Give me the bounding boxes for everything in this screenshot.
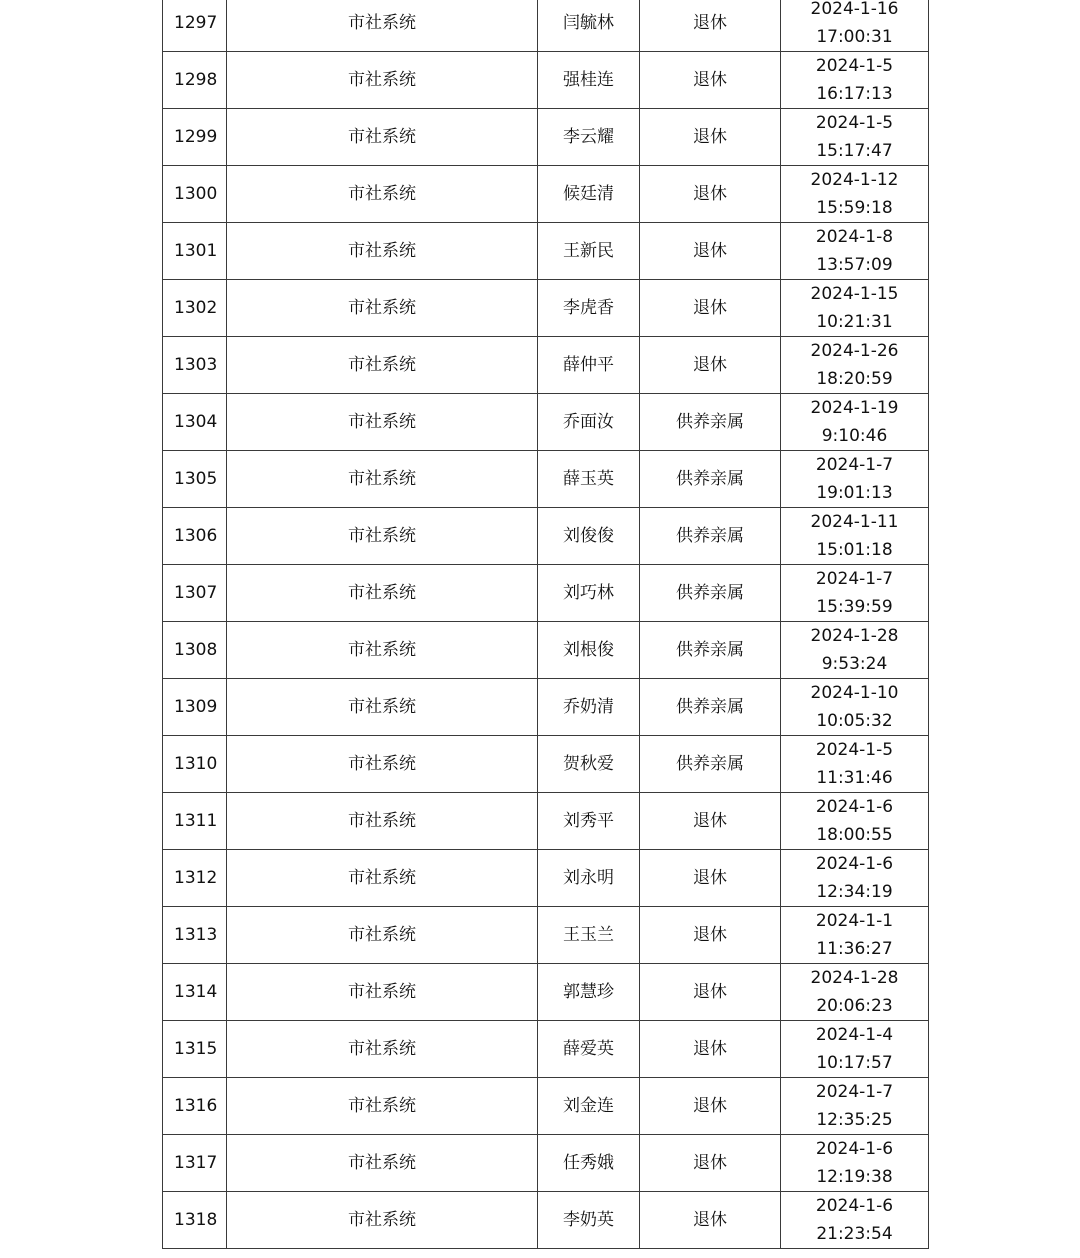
type-cell: 退休 — [640, 793, 781, 850]
records-table-body — [163, 0, 929, 1249]
table-row — [163, 565, 929, 622]
type-cell: 退休 — [640, 223, 781, 280]
type-cell: 退休 — [640, 337, 781, 394]
unit-cell: 市社系统 — [227, 166, 538, 223]
time-text: 10:05:32 — [816, 711, 893, 731]
seq-cell: 1309 — [163, 679, 227, 736]
date-text: 2024-1-1 — [815, 911, 894, 931]
time-text: 11:31:46 — [816, 768, 893, 788]
table-row — [163, 0, 929, 52]
table-row — [163, 223, 929, 280]
date-text: 2024-1-28 — [810, 626, 899, 646]
unit-cell: 市社系统 — [227, 337, 538, 394]
date-text: 2024-1-11 — [810, 512, 899, 532]
name-cell: 强桂连 — [538, 52, 640, 109]
time-text: 21:23:54 — [816, 1224, 893, 1244]
seq-cell: 1310 — [163, 736, 227, 793]
unit-cell: 市社系统 — [227, 622, 538, 679]
seq-cell: 1305 — [163, 451, 227, 508]
date-text: 2024-1-5 — [815, 56, 894, 76]
time-text: 9:53:24 — [821, 654, 888, 674]
name-cell: 刘根俊 — [538, 622, 640, 679]
table-row — [163, 622, 929, 679]
datetime-cell — [781, 793, 929, 850]
table-row — [163, 337, 929, 394]
type-cell: 退休 — [640, 1021, 781, 1078]
unit-cell: 市社系统 — [227, 679, 538, 736]
seq-cell: 1318 — [163, 1192, 227, 1249]
name-cell: 郭慧珍 — [538, 964, 640, 1021]
datetime-cell — [781, 280, 929, 337]
date-text: 2024-1-10 — [810, 683, 899, 703]
unit-cell: 市社系统 — [227, 109, 538, 166]
time-text: 11:36:27 — [816, 939, 893, 959]
type-cell: 供养亲属 — [640, 736, 781, 793]
date-text: 2024-1-6 — [815, 1139, 894, 1159]
type-cell: 退休 — [640, 964, 781, 1021]
name-cell: 贺秋爱 — [538, 736, 640, 793]
date-text: 2024-1-28 — [810, 968, 899, 988]
type-cell: 退休 — [640, 109, 781, 166]
unit-cell: 市社系统 — [227, 850, 538, 907]
unit-cell: 市社系统 — [227, 52, 538, 109]
time-text: 12:35:25 — [816, 1110, 893, 1130]
name-cell: 李虎香 — [538, 280, 640, 337]
name-cell: 李云耀 — [538, 109, 640, 166]
seq-cell: 1306 — [163, 508, 227, 565]
records-table — [162, 0, 929, 1249]
time-text: 20:06:23 — [816, 996, 893, 1016]
seq-cell: 1299 — [163, 109, 227, 166]
datetime-cell — [781, 337, 929, 394]
name-cell: 刘俊俊 — [538, 508, 640, 565]
type-cell: 供养亲属 — [640, 451, 781, 508]
name-cell: 任秀娥 — [538, 1135, 640, 1192]
time-text: 18:00:55 — [816, 825, 893, 845]
table-row — [163, 394, 929, 451]
table-row — [163, 1135, 929, 1192]
type-cell: 供养亲属 — [640, 508, 781, 565]
unit-cell: 市社系统 — [227, 280, 538, 337]
date-text: 2024-1-6 — [815, 1196, 894, 1216]
unit-cell: 市社系统 — [227, 1192, 538, 1249]
datetime-cell — [781, 394, 929, 451]
time-text: 10:21:31 — [816, 312, 893, 332]
table-row — [163, 907, 929, 964]
seq-cell: 1301 — [163, 223, 227, 280]
type-cell: 供养亲属 — [640, 622, 781, 679]
datetime-cell — [781, 166, 929, 223]
table-row — [163, 679, 929, 736]
datetime-cell — [781, 109, 929, 166]
name-cell: 乔奶清 — [538, 679, 640, 736]
datetime-cell — [781, 451, 929, 508]
seq-cell: 1308 — [163, 622, 227, 679]
name-cell: 刘巧林 — [538, 565, 640, 622]
time-text: 12:34:19 — [816, 882, 893, 902]
table-row — [163, 1078, 929, 1135]
seq-cell: 1317 — [163, 1135, 227, 1192]
time-text: 15:17:47 — [816, 141, 893, 161]
table-row — [163, 1021, 929, 1078]
type-cell: 供养亲属 — [640, 565, 781, 622]
table-row — [163, 793, 929, 850]
unit-cell: 市社系统 — [227, 451, 538, 508]
name-cell: 闫毓林 — [538, 0, 640, 52]
date-text: 2024-1-5 — [815, 740, 894, 760]
time-text: 13:57:09 — [816, 255, 893, 275]
date-text: 2024-1-7 — [815, 1082, 894, 1102]
unit-cell: 市社系统 — [227, 736, 538, 793]
seq-cell: 1313 — [163, 907, 227, 964]
date-text: 2024-1-7 — [815, 569, 894, 589]
time-text: 15:39:59 — [816, 597, 893, 617]
type-cell: 退休 — [640, 850, 781, 907]
datetime-cell — [781, 679, 929, 736]
datetime-cell — [781, 1192, 929, 1249]
type-cell: 退休 — [640, 52, 781, 109]
type-cell: 退休 — [640, 0, 781, 52]
time-text: 9:10:46 — [821, 426, 888, 446]
datetime-cell — [781, 1021, 929, 1078]
type-cell: 供养亲属 — [640, 394, 781, 451]
date-text: 2024-1-8 — [815, 227, 894, 247]
name-cell: 刘金连 — [538, 1078, 640, 1135]
datetime-cell — [781, 964, 929, 1021]
unit-cell: 市社系统 — [227, 508, 538, 565]
date-text: 2024-1-7 — [815, 455, 894, 475]
time-text: 15:59:18 — [816, 198, 893, 218]
name-cell: 乔面汝 — [538, 394, 640, 451]
type-cell: 退休 — [640, 907, 781, 964]
unit-cell: 市社系统 — [227, 1078, 538, 1135]
type-cell: 退休 — [640, 1135, 781, 1192]
date-text: 2024-1-16 — [810, 0, 899, 19]
name-cell: 王玉兰 — [538, 907, 640, 964]
seq-cell: 1315 — [163, 1021, 227, 1078]
datetime-cell — [781, 52, 929, 109]
datetime-cell — [781, 622, 929, 679]
table-row — [163, 1192, 929, 1249]
seq-cell: 1303 — [163, 337, 227, 394]
seq-cell: 1316 — [163, 1078, 227, 1135]
unit-cell: 市社系统 — [227, 907, 538, 964]
name-cell: 薛爱英 — [538, 1021, 640, 1078]
table-row — [163, 166, 929, 223]
name-cell: 候廷清 — [538, 166, 640, 223]
table-row — [163, 52, 929, 109]
seq-cell: 1298 — [163, 52, 227, 109]
type-cell: 退休 — [640, 166, 781, 223]
unit-cell: 市社系统 — [227, 394, 538, 451]
date-text: 2024-1-6 — [815, 854, 894, 874]
seq-cell: 1312 — [163, 850, 227, 907]
date-text: 2024-1-12 — [810, 170, 899, 190]
date-text: 2024-1-5 — [815, 113, 894, 133]
unit-cell: 市社系统 — [227, 1021, 538, 1078]
seq-cell: 1314 — [163, 964, 227, 1021]
name-cell: 王新民 — [538, 223, 640, 280]
datetime-cell — [781, 508, 929, 565]
datetime-cell — [781, 850, 929, 907]
name-cell: 刘永明 — [538, 850, 640, 907]
unit-cell: 市社系统 — [227, 223, 538, 280]
unit-cell: 市社系统 — [227, 793, 538, 850]
name-cell: 薛仲平 — [538, 337, 640, 394]
date-text: 2024-1-26 — [810, 341, 899, 361]
name-cell: 李奶英 — [538, 1192, 640, 1249]
date-text: 2024-1-15 — [810, 284, 899, 304]
time-text: 12:19:38 — [816, 1167, 893, 1187]
unit-cell: 市社系统 — [227, 1135, 538, 1192]
date-text: 2024-1-4 — [815, 1025, 894, 1045]
datetime-cell — [781, 907, 929, 964]
datetime-cell — [781, 1078, 929, 1135]
time-text: 16:17:13 — [816, 84, 893, 104]
unit-cell: 市社系统 — [227, 0, 538, 52]
date-text: 2024-1-19 — [810, 398, 899, 418]
table-row — [163, 109, 929, 166]
table-row — [163, 508, 929, 565]
time-text: 19:01:13 — [816, 483, 893, 503]
table-row — [163, 736, 929, 793]
table-row — [163, 280, 929, 337]
seq-cell: 1307 — [163, 565, 227, 622]
seq-cell: 1297 — [163, 0, 227, 52]
datetime-cell — [781, 223, 929, 280]
time-text: 15:01:18 — [816, 540, 893, 560]
type-cell: 供养亲属 — [640, 679, 781, 736]
datetime-cell — [781, 0, 929, 52]
datetime-cell — [781, 565, 929, 622]
time-text: 17:00:31 — [816, 27, 893, 47]
table-row — [163, 451, 929, 508]
type-cell: 退休 — [640, 1192, 781, 1249]
name-cell: 刘秀平 — [538, 793, 640, 850]
time-text: 18:20:59 — [816, 369, 893, 389]
datetime-cell — [781, 1135, 929, 1192]
date-text: 2024-1-6 — [815, 797, 894, 817]
table-row — [163, 850, 929, 907]
unit-cell: 市社系统 — [227, 565, 538, 622]
seq-cell: 1300 — [163, 166, 227, 223]
seq-cell: 1304 — [163, 394, 227, 451]
type-cell: 退休 — [640, 1078, 781, 1135]
unit-cell: 市社系统 — [227, 964, 538, 1021]
time-text: 10:17:57 — [816, 1053, 893, 1073]
name-cell: 薛玉英 — [538, 451, 640, 508]
seq-cell: 1311 — [163, 793, 227, 850]
datetime-cell — [781, 736, 929, 793]
seq-cell: 1302 — [163, 280, 227, 337]
type-cell: 退休 — [640, 280, 781, 337]
table-row — [163, 964, 929, 1021]
